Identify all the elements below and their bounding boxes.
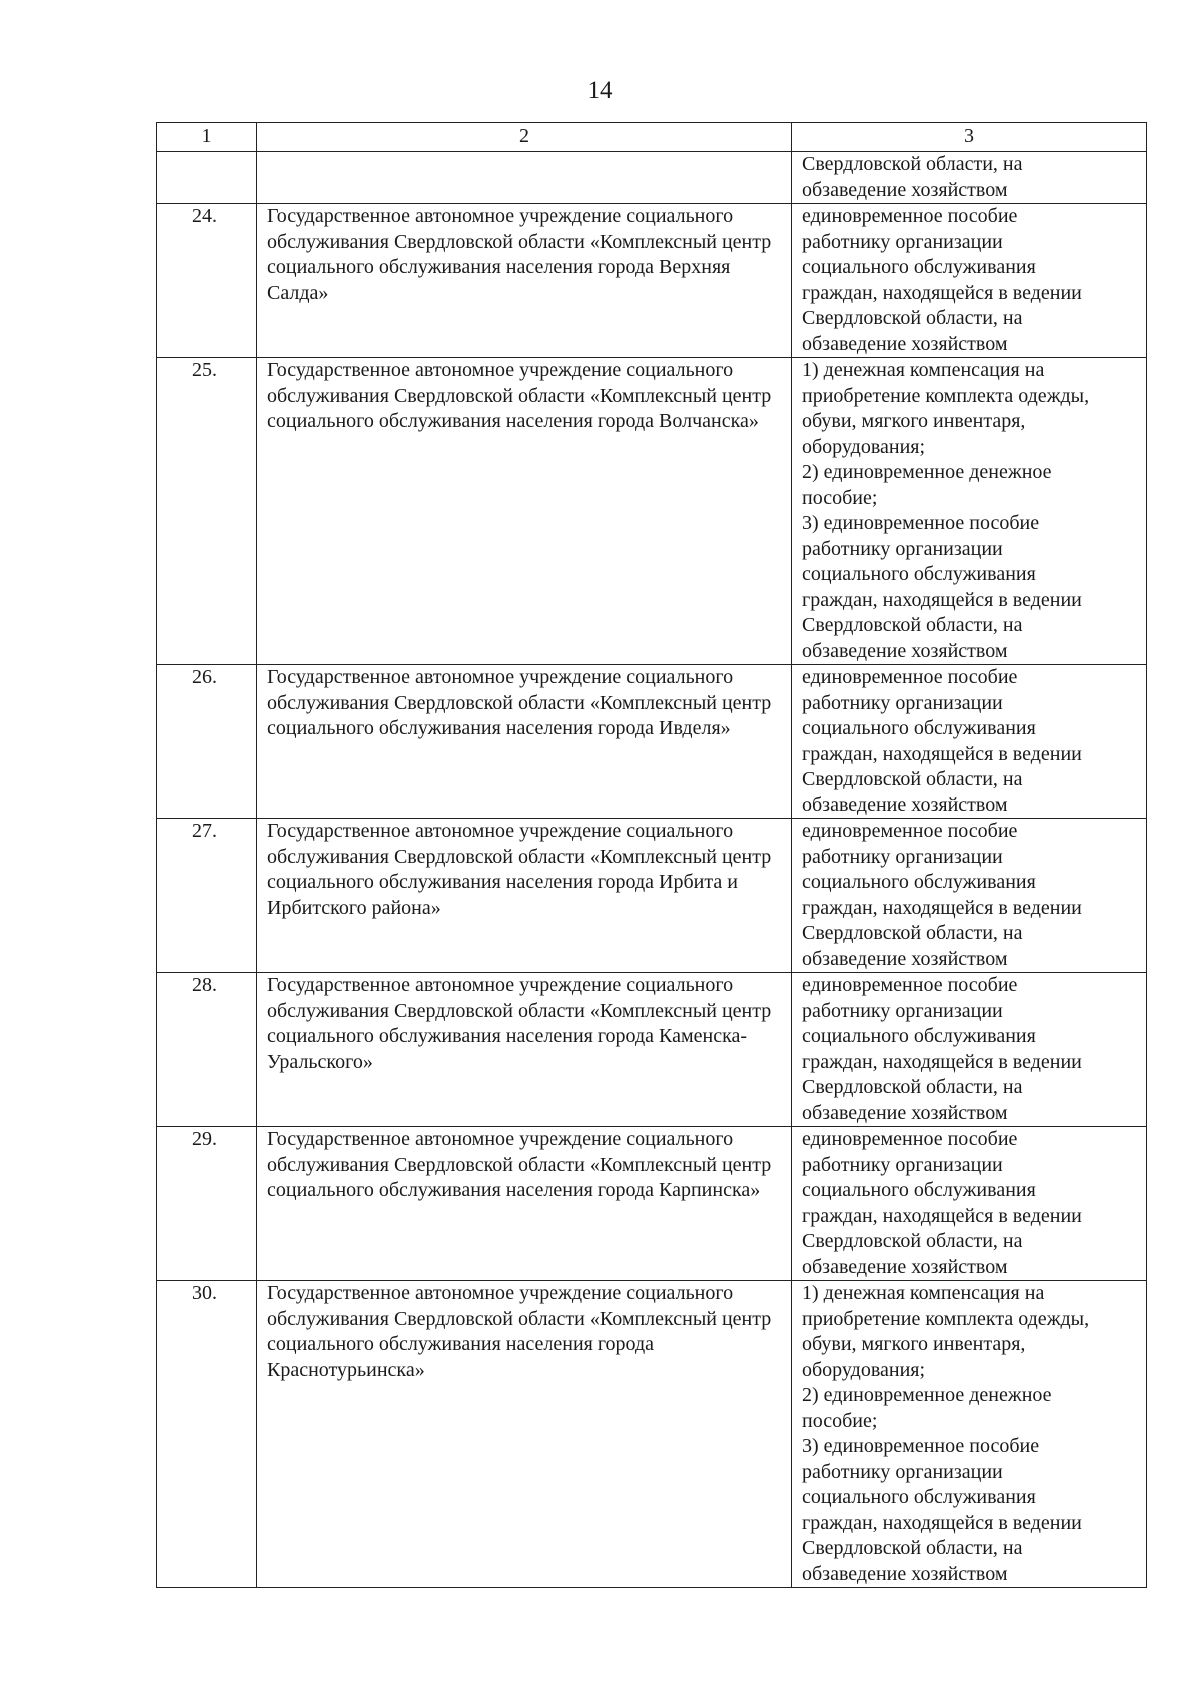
row-number: 24. bbox=[157, 204, 257, 358]
organization-name: Государственное автономное учреждение социального обслуживания Свердловской области «Комплексный центр социального обслуживания населения города Каменска-Уральского» bbox=[257, 973, 792, 1127]
table-row bbox=[157, 1281, 1147, 1588]
row-number: 26. bbox=[157, 665, 257, 819]
row-number: 29. bbox=[157, 1127, 257, 1281]
row-number bbox=[157, 152, 257, 204]
organization-name: Государственное автономное учреждение социального обслуживания Свердловской области «Комплексный центр социального обслуживания населения города Волчанска» bbox=[257, 358, 792, 665]
benefit-description: 1) денежная компенсация на приобретение комплекта одежды, обуви, мягкого инвентаря, оборудования; 2) единовременное денежное пособие; 3) единовременное пособие работнику организации социального обслуживания граждан, находящейся в ведении Свердловской области, на обзаведение хозяйством bbox=[792, 1281, 1147, 1588]
row-number: 30. bbox=[157, 1281, 257, 1588]
benefit-description: единовременное пособие работнику организации социального обслуживания граждан, находящейся в ведении Свердловской области, на обзаведение хозяйством bbox=[792, 204, 1147, 358]
table-header-row bbox=[157, 123, 1147, 152]
organization-name: Государственное автономное учреждение социального обслуживания Свердловской области «Комплексный центр социального обслуживания населения города Краснотурьинска» bbox=[257, 1281, 792, 1588]
row-number: 25. bbox=[157, 358, 257, 665]
benefits-table bbox=[156, 122, 1147, 1588]
benefit-description: единовременное пособие работнику организации социального обслуживания граждан, находящейся в ведении Свердловской области, на обзаведение хозяйством bbox=[792, 973, 1147, 1127]
table-row bbox=[157, 1127, 1147, 1281]
benefit-description: 1) денежная компенсация на приобретение комплекта одежды, обуви, мягкого инвентаря, оборудования; 2) единовременное денежное пособие; 3) единовременное пособие работнику организации социального обслуживания граждан, находящейся в ведении Свердловской области, на обзаведение хозяйством bbox=[792, 358, 1147, 665]
organization-name: Государственное автономное учреждение социального обслуживания Свердловской области «Комплексный центр социального обслуживания населения города Ивделя» bbox=[257, 665, 792, 819]
organization-name: Государственное автономное учреждение социального обслуживания Свердловской области «Комплексный центр социального обслуживания населения города Верхняя Салда» bbox=[257, 204, 792, 358]
organization-name: Государственное автономное учреждение социального обслуживания Свердловской области «Комплексный центр социального обслуживания населения города Ирбита и Ирбитского района» bbox=[257, 819, 792, 973]
table-row bbox=[157, 152, 1147, 204]
column-header-2: 2 bbox=[257, 123, 792, 152]
table-row bbox=[157, 819, 1147, 973]
table-row bbox=[157, 204, 1147, 358]
benefit-description: Свердловской области, на обзаведение хозяйством bbox=[792, 152, 1147, 204]
organization-name bbox=[257, 152, 792, 204]
column-header-3: 3 bbox=[792, 123, 1147, 152]
benefit-description: единовременное пособие работнику организации социального обслуживания граждан, находящейся в ведении Свердловской области, на обзаведение хозяйством bbox=[792, 665, 1147, 819]
column-header-1: 1 bbox=[157, 123, 257, 152]
row-number: 27. bbox=[157, 819, 257, 973]
table-row bbox=[157, 358, 1147, 665]
table-row bbox=[157, 665, 1147, 819]
row-number: 28. bbox=[157, 973, 257, 1127]
table-row bbox=[157, 973, 1147, 1127]
benefit-description: единовременное пособие работнику организации социального обслуживания граждан, находящейся в ведении Свердловской области, на обзаведение хозяйством bbox=[792, 819, 1147, 973]
organization-name: Государственное автономное учреждение социального обслуживания Свердловской области «Комплексный центр социального обслуживания населения города Карпинска» bbox=[257, 1127, 792, 1281]
page-number: 14 bbox=[587, 77, 613, 104]
benefit-description: единовременное пособие работнику организации социального обслуживания граждан, находящейся в ведении Свердловской области, на обзаведение хозяйством bbox=[792, 1127, 1147, 1281]
